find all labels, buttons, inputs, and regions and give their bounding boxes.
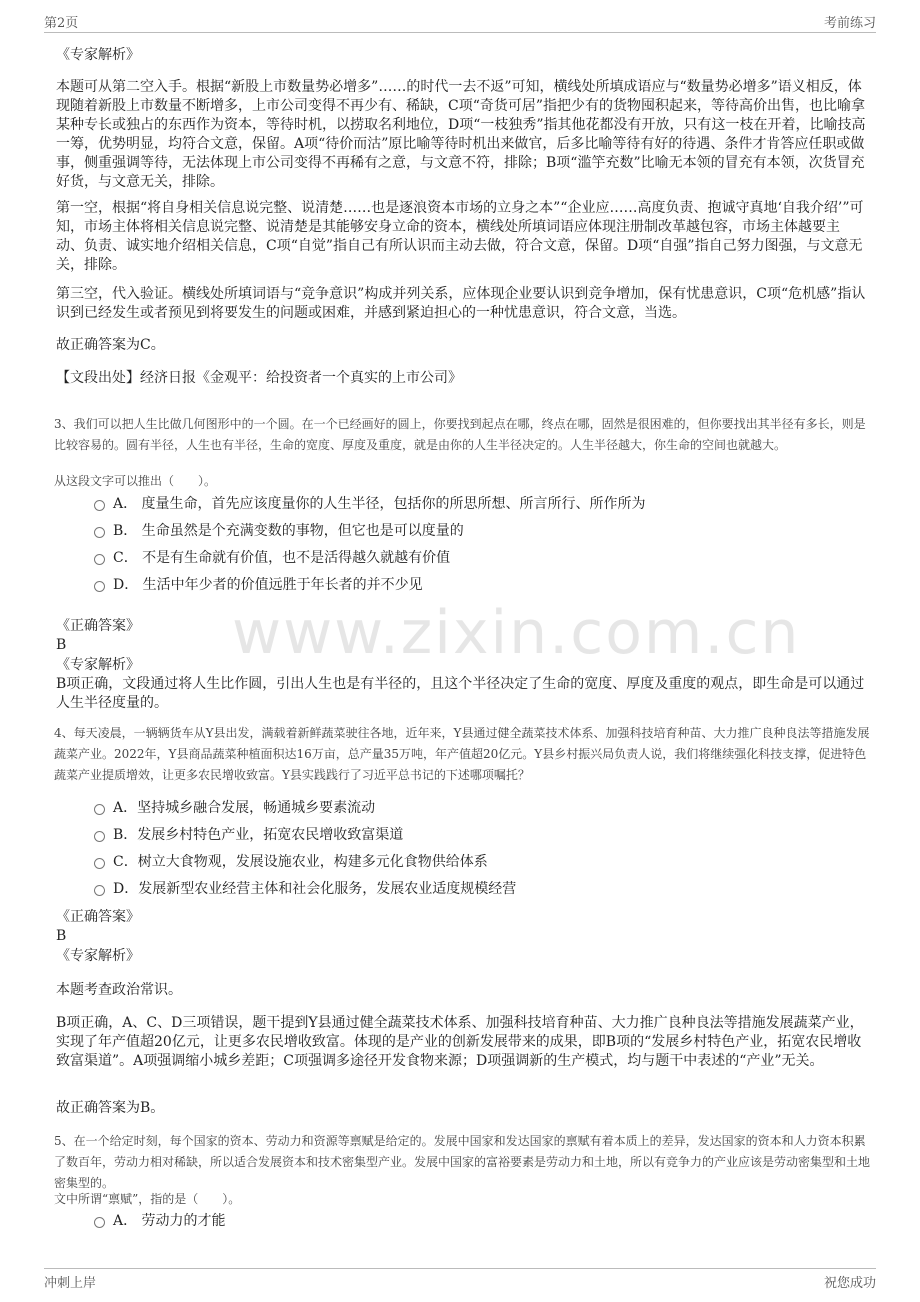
watermark: www.zixin.com.cn xyxy=(232,598,801,668)
footer-right: 祝您成功 xyxy=(823,1276,876,1291)
header-title: 考前练习 xyxy=(823,16,876,31)
q3-analysis-label: 《专家解析》 xyxy=(56,657,140,673)
q4-option-a[interactable]: A．坚持城乡融合发展，畅通城乡要素流动 xyxy=(94,798,375,818)
q4-option-d[interactable]: D．发展新型农业经营主体和社会化服务，发展农业适度规模经营 xyxy=(94,879,516,899)
q3-question: 从这段文字可以推出（ ）。 xyxy=(54,474,217,488)
q4-option-c[interactable]: C．树立大食物观，发展设施农业，构建多元化食物供给体系 xyxy=(94,852,488,872)
q3-analysis: B项正确，文段通过将人生比作圆，引出人生也是有半径的，且这个半径决定了生命的宽度、厚度及重度的观点，即生命是可以通过人生半径度量的。 xyxy=(56,676,865,711)
q3-stem: 3、我们可以把人生比做几何图形中的一个圆。在一个已经画好的圆上，你要找到起点在哪，终点在哪，固然是很困难的，但你要找出其半径有多长，则是比较容易的。圆有半径，人生也有半径，生命的宽度、厚度及重度，就是由你的人生半径决定的。人生半径越大，你生命的空间也就越大。 xyxy=(54,417,866,452)
q2-source: 【文段出处】经济日报《金观平：给投资者一个真实的上市公司》 xyxy=(56,370,462,386)
page-number: 第2页 xyxy=(44,16,79,31)
q4-analysis-label: 《专家解析》 xyxy=(56,948,140,964)
radio-icon[interactable] xyxy=(94,554,105,565)
page-header xyxy=(44,12,876,33)
q2-analysis-p2: 第一空，根据“将自身相关信息说完整、说清楚……也是逐浪资本市场的立身之本”“企业应……高度负责、抱诚守真地‘自我介绍’”可知，市场主体将相关信息说完整、说清楚是其能够安身立命的资本，横线处所填词语应体现注册制改革越包容，市场主体越要主动、负责、诚实地介绍相关信息，C项“自觉”指自己有所认识而主动去做，符合文意，保留。D项“自强”指自己努力图强，与文意无关，排除。 xyxy=(56,200,864,273)
radio-icon[interactable] xyxy=(94,581,105,592)
radio-icon[interactable] xyxy=(94,1217,105,1228)
q4-analysis-intro: 本题考查政治常识。 xyxy=(56,982,182,998)
q4-answer-conclusion: 故正确答案为B。 xyxy=(56,1100,165,1116)
q3-option-a[interactable]: A． 度量生命，首先应该度量你的人生半径，包括你的所思所想、所言所行、所作所为 xyxy=(94,494,646,514)
q2-answer: 故正确答案为C。 xyxy=(56,337,165,353)
radio-icon[interactable] xyxy=(94,858,105,869)
radio-icon[interactable] xyxy=(94,885,105,896)
q5-question: 文中所谓“禀赋”，指的是（ ）。 xyxy=(54,1192,241,1206)
q2-analysis-p3: 第三空，代入验证。横线处所填词语与“竞争意识”构成并列关系，应体现企业要认识到竞争增加，保有忧患意识，C项“危机感”指认识到已经发生或者预见到将要发生的问题或困难，并感到紧迫担心的一种忧患意识，符合文意，当选。 xyxy=(56,286,866,321)
radio-icon[interactable] xyxy=(94,500,105,511)
q4-answer-label: 《正确答案》 xyxy=(56,909,140,925)
q5-stem: 5、在一个给定时刻，每个国家的资本、劳动力和资源等禀赋是给定的。发展中国家和发达国家的禀赋有着本质上的差异，发达国家的资本和人力资本积累了数百年，劳动力相对稀缺，所以适合发展资本和技术密集型产业。发展中国家的富裕要素是劳动力和土地，所以有竞争力的产业应该是劳动密集型和土地密集型的。 xyxy=(54,1134,871,1190)
q2-analysis-p1: 本题可从第二空入手。根据“新股上市数量势必增多”……的时代一去不返”可知，横线处所填成语应与“数量势必增多”语义相反，体现随着新股上市数量不断增多，上市公司变得不再少有、稀缺，C项“奇货可居”指把少有的货物囤积起来，等待高价出售，也比喻拿某种专长或独占的东西作为资本，等待时机，以捞取名利地位，D项“一枝独秀”指其他花都没有开放，只有这一枝在开着，比喻技高一筹，优势明显，均符合文意，保留。A项“待价而沽”原比喻等待时机出来做官，后多比喻等待有好的待遇、条件才肯答应任职或做事，侧重强调等待，无法体现上市公司变得不再稀有之意，与文意不符，排除；B项“滥竽充数”比喻无本领的冒充有本领，次货冒充好货，与文意无关，排除。 xyxy=(56,79,866,190)
q4-option-b[interactable]: B．发展乡村特色产业，拓宽农民增收致富渠道 xyxy=(94,825,403,845)
radio-icon[interactable] xyxy=(94,804,105,815)
q2-analysis-label: 《专家解析》 xyxy=(56,47,140,63)
q3-option-c[interactable]: C． 不是有生命就有价值，也不是活得越久就越有价值 xyxy=(94,548,450,568)
q5-option-a[interactable]: A． 劳动力的才能 xyxy=(94,1211,226,1231)
radio-icon[interactable] xyxy=(94,527,105,538)
q3-answer-label: 《正确答案》 xyxy=(56,618,140,634)
radio-icon[interactable] xyxy=(94,831,105,842)
q4-answer: B xyxy=(56,928,67,944)
q3-option-d[interactable]: D． 生活中年少者的价值远胜于年长者的并不少见 xyxy=(94,575,423,595)
page-footer xyxy=(44,1268,876,1291)
q4-stem: 4、每天凌晨，一辆辆货车从Y县出发，满载着新鲜蔬菜驶往各地，近年来，Y县通过健全蔬菜技术体系、加强科技培育种苗、大力推广良种良法等措施发展蔬菜产业。2022年，Y县商品蔬菜种植面积达16万亩，总产量35万吨，年产值超20亿元。Y县乡村振兴局负责人说，我们将继续强化科技支撑，促进特色蔬菜产业提质增效，让更多农民增收致富。Y县实践践行了习近平总书记的下述哪项嘱托？ xyxy=(54,726,870,782)
q3-answer: B xyxy=(56,637,67,653)
footer-left: 冲刺上岸 xyxy=(44,1276,97,1291)
q3-option-b[interactable]: B． 生命虽然是个充满变数的事物，但它也是可以度量的 xyxy=(94,521,464,541)
q4-analysis-body: B项正确，A、C、D三项错误，题干提到Y县通过健全蔬菜技术体系、加强科技培育种苗、大力推广良种良法等措施发展蔬菜产业，实现了年产值超20亿元，让更多农民增收致富。体现的是产业的创新发展带来的成果，即B项的“发展乡村特色产业，拓宽农民增收致富渠道”。A项强调缩小城乡差距；C项强调多途径开发食物来源；D项强调新的生产模式，均与题干中表述的“产业”无关。 xyxy=(56,1015,864,1069)
